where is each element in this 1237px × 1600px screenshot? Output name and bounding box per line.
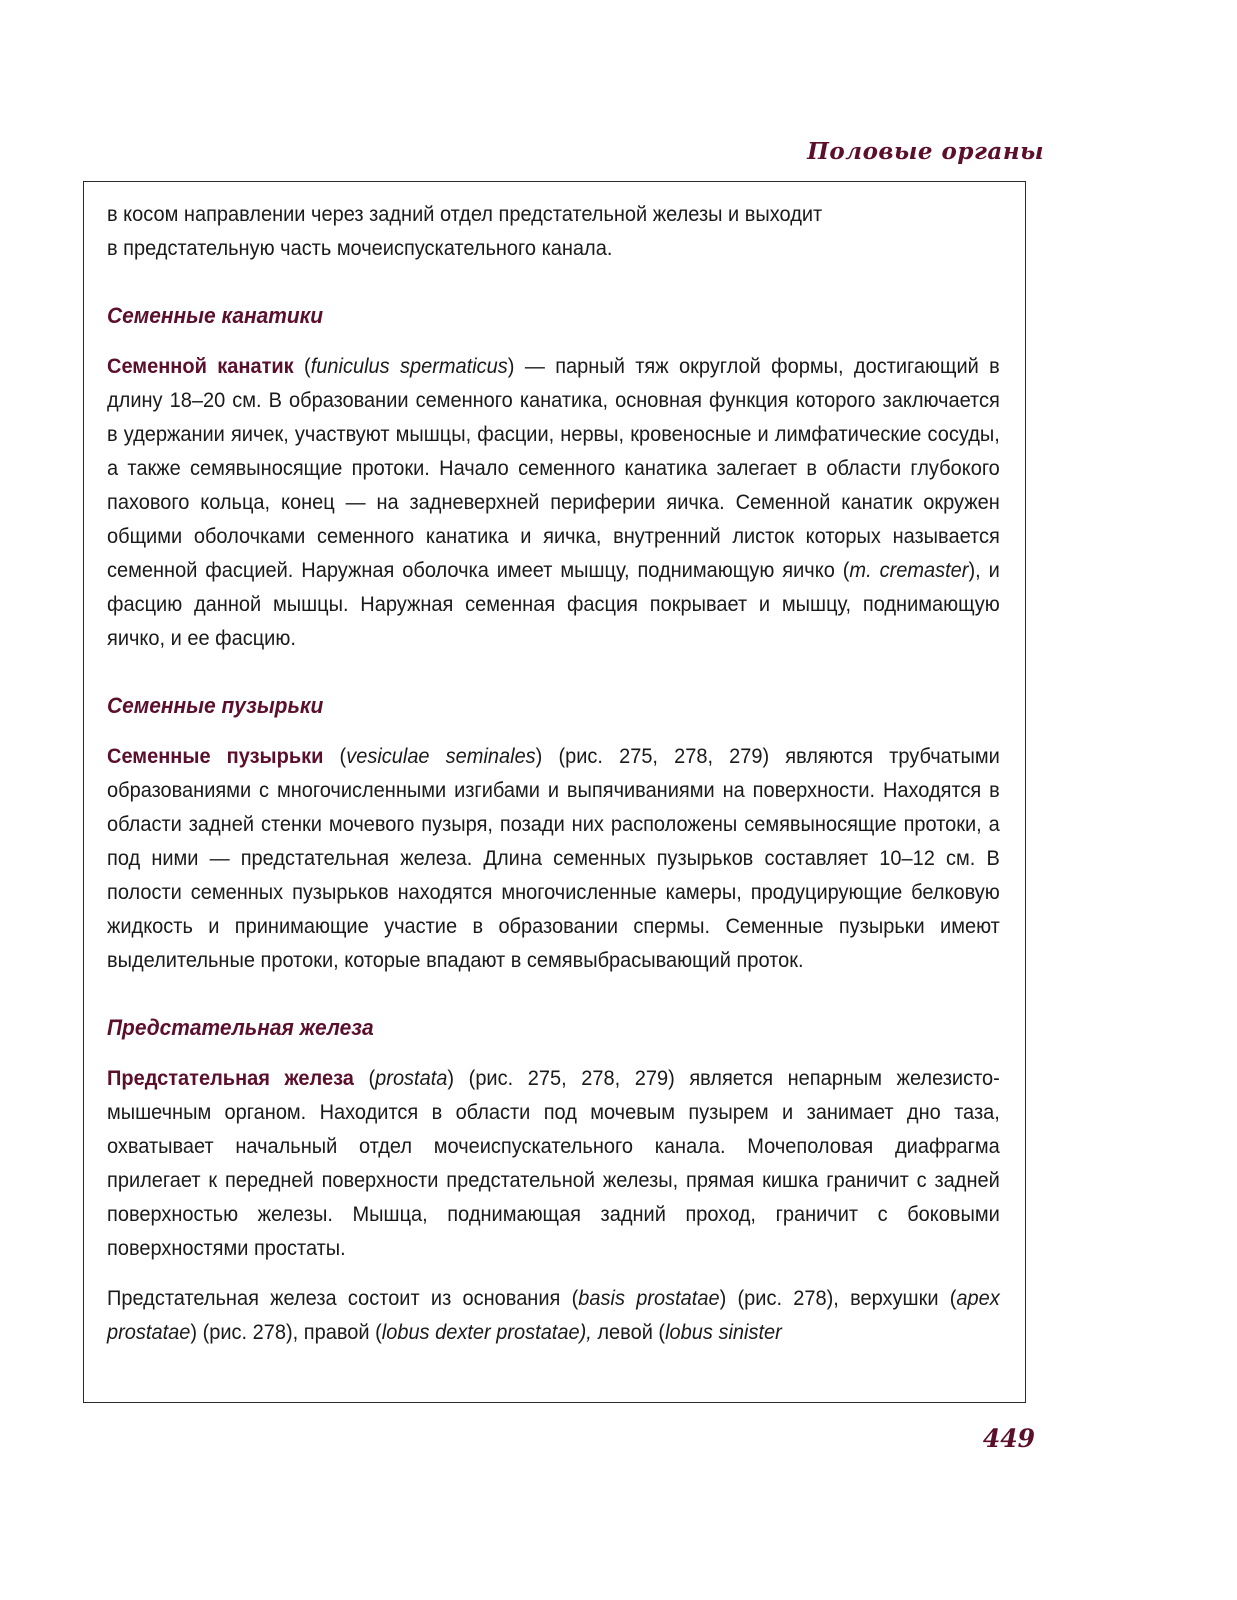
text-seminal-vesicles: (рис. 275, 278, 279) являются трубчатыми образованиями с многочисленными изгибами и выпячиваниями на поверхности. Находятся в области задней стенки мочевого пузыря, позади них расположены семявыносящие протоки, а под ними — предстательная железа. Длина семенных пузырьков составляет 10–12 см. В полости семенных пузырьков находятся многочисленные камеры, продуцирующие белковую жидкость и принимающие участие в образовании спермы. Семенные пузырьки имеют выделительные протоки, которые впадают в семявыбрасывающий проток. [107, 744, 1000, 972]
latin-basis: basis prostatae [578, 1286, 720, 1310]
term-seminal-vesicles: Семенные пузырьки [107, 744, 324, 768]
latin-lobus-dexter: lobus dexter prostatae), [381, 1320, 592, 1344]
text-spermatic-cord-a: — парный тяж округлой формы, достигающий в длину 18–20 см. В образовании семенного канатика, основная функция которого заключается в удержании яичек, участвуют мышцы, фасции, нервы, кровеносные и лимфатические сосуды, а также семявыносящие протоки. Начало семенного канатика залегает в области глубокого пахового кольца, конец — на задневерхней периферии яичка. Семенной канатик окружен общими оболочками семенного канатика и яичка, внутренний листок которых называется семенной фасцией. Наружная оболочка имеет мышцу, поднимающую яичко ( [107, 354, 1000, 582]
term-prostate: Предстательная железа [107, 1066, 354, 1090]
latin-vesiculae: vesiculae seminales [346, 744, 536, 768]
latin-cremaster: m. cremaster [849, 558, 969, 582]
text-parts-3: ) (рис. 278), правой ( [190, 1320, 382, 1344]
intro-line-2: в предстательную часть мочеиспускательного канала. [107, 236, 613, 260]
latin-funiculus: funiculus spermaticus [310, 354, 508, 378]
section-title-prostate: Предстательная железа [107, 1015, 374, 1040]
term-spermatic-cord: Семенной канатик [107, 354, 294, 378]
text-prostate: (рис. 275, 278, 279) является непарным железисто-мышечным органом. Находится в области под мочевым пузырем и занимает дно таза, охватывает начальный отдел мочеиспускательного канала. Мочеполовая диафрагма прилегает к передней поверхности предстательной железы, прямая кишка граничит с задней поверхностью железы. Мышца, поднимающая задний проход, граничит с боковыми поверхностями простаты. [107, 1066, 1000, 1260]
section-title-seminal-vesicles: Семенные пузырьки [107, 693, 324, 718]
page-content [107, 197, 1000, 1349]
intro-line-1: в косом направлении через задний отдел предстательной железы и выходит [107, 202, 823, 226]
text-spermatic-cord-b: ), и фасцию данной мышцы. Наружная семенная фасция покрывает и мышцу, поднимающую яичко, и ее фасцию. [107, 558, 1000, 650]
latin-prostata: prostata [375, 1066, 448, 1090]
intro-paragraph [107, 197, 1000, 265]
paragraph-spermatic-cord: Семенной канатик (funiculus spermaticus) — парный тяж округлой формы, достигающий в длину 18–20 см. В образовании семенного канатика, основная функция которого заключается в удержании яичек, участвуют мышцы, фасции, нервы, кровеносные и лимфатические сосуды, а также семявыносящие протоки. Начало семенного канатика залегает в области глубокого пахового кольца, конец — на задневерхней периферии яичка. Семенной канатик окружен общими оболочками семенного канатика и яичка, внутренний листок которых называется семенной фасцией. Наружная оболочка имеет мышцу, поднимающую яичко (m. cremaster), и фасцию данной мышцы. Наружная семенная фасция покрывает и мышцу, поднимающую яичко, и ее фасцию. [107, 354, 1000, 650]
text-parts-4: левой ( [591, 1320, 666, 1344]
paragraph-seminal-vesicles: Семенные пузырьки (vesiculae seminales) (рис. 275, 278, 279) являются трубчатыми образованиями с многочисленными изгибами и выпячиваниями на поверхности. Находятся в области задней стенки мочевого пузыря, позади них расположены семявыносящие протоки, а под ними — предстательная железа. Длина семенных пузырьков составляет 10–12 см. В полости семенных пузырьков находятся многочисленные камеры, продуцирующие белковую жидкость и принимающие участие в образовании спермы. Семенные пузырьки имеют выделительные протоки, которые впадают в семявыбрасывающий проток. [107, 744, 1000, 972]
paragraph-prostate-parts [107, 1281, 1000, 1349]
page-number: 449 [982, 1424, 1035, 1453]
section-title-spermatic-cord: Семенные канатики [107, 303, 324, 328]
latin-apex: apex prostatae [107, 1286, 1000, 1344]
text-parts-1: Предстательная железа состоит из основания ( [107, 1286, 579, 1310]
running-head-title: Половые органы [807, 138, 1044, 165]
latin-lobus-sinister: lobus sinister [665, 1320, 782, 1344]
paragraph-prostate: Предстательная железа (prostata) (рис. 275, 278, 279) является непарным железисто-мышечным органом. Находится в области под мочевым пузырем и занимает дно таза, охватывает начальный отдел мочеиспускательного канала. Мочеполовая диафрагма прилегает к передней поверхности предстательной железы, прямая кишка граничит с задней поверхностью железы. Мышца, поднимающая задний проход, граничит с боковыми поверхностями простаты. [107, 1066, 1000, 1260]
text-parts-2: ) (рис. 278), верхушки ( [719, 1286, 957, 1310]
